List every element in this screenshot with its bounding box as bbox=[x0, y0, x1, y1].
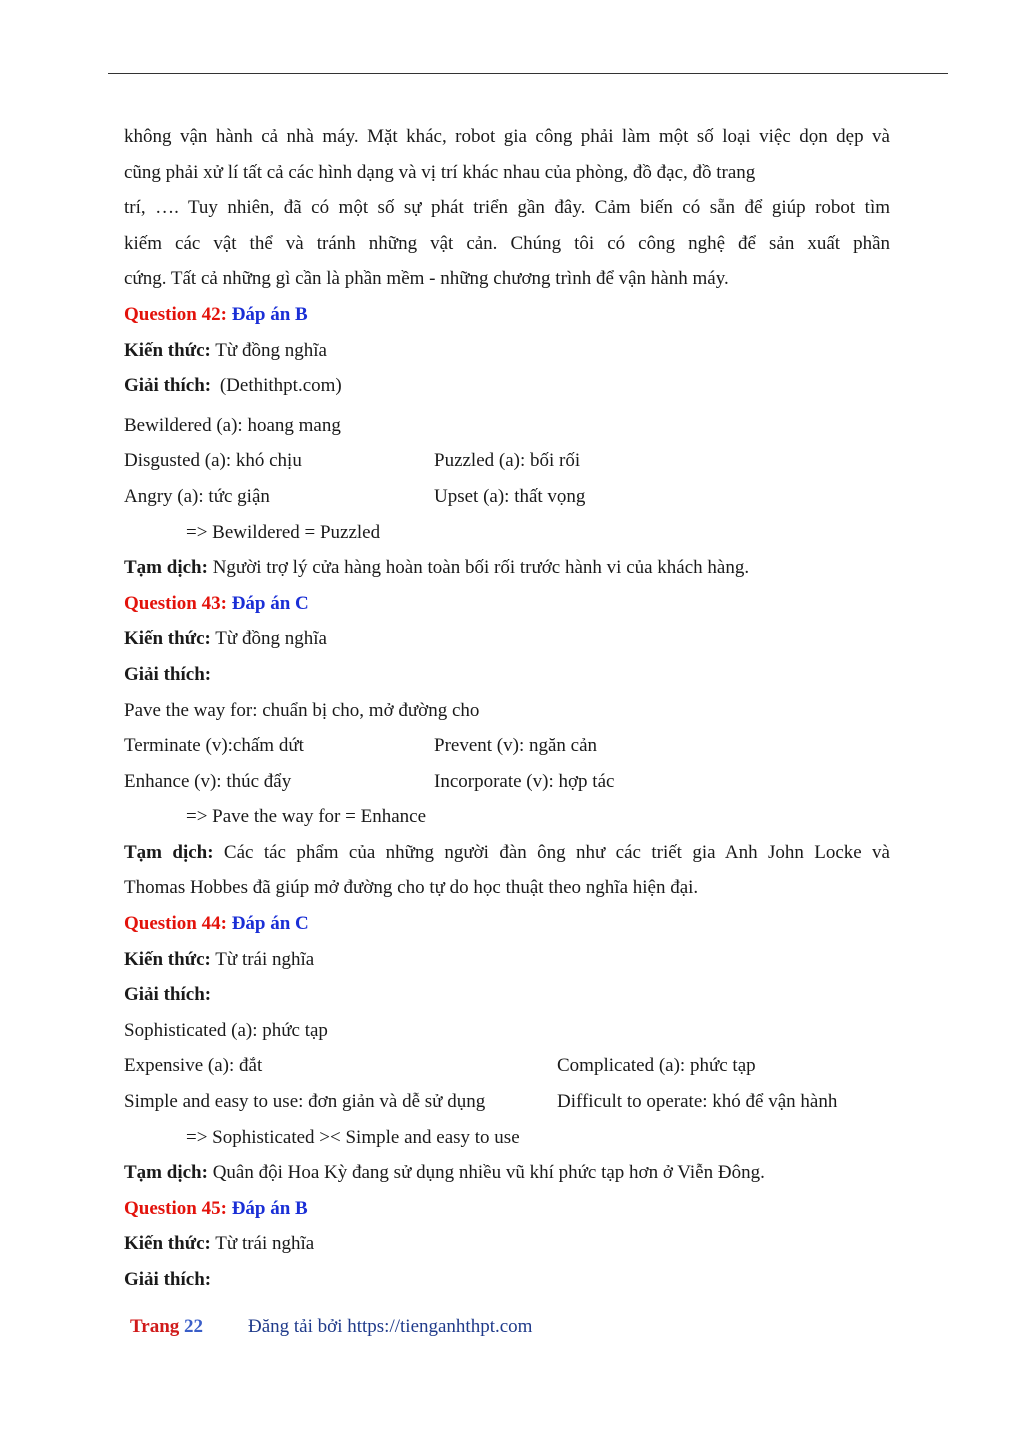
page-footer bbox=[130, 1316, 533, 1338]
intro-line: kiếm các vật thể và tránh những vật cản. Chúng tôi có công nghệ để sản xuất phần bbox=[124, 232, 890, 254]
explanation-label: Giải thích: bbox=[124, 1269, 212, 1290]
option-d: Difficult to operate: khó để vận hành bbox=[557, 1091, 838, 1113]
question-44-heading bbox=[124, 906, 890, 942]
option-b: Complicated (a): phức tạp bbox=[557, 1055, 756, 1077]
conclusion-line: => Pave the way for = Enhance bbox=[186, 806, 427, 828]
question-42-heading bbox=[124, 297, 890, 333]
option-c: Enhance (v): thúc đẩy bbox=[124, 770, 292, 792]
header-rule bbox=[108, 73, 948, 74]
conclusion-line: => Bewildered = Puzzled bbox=[186, 521, 381, 543]
term-line: Bewildered (a): hoang mang bbox=[124, 414, 341, 436]
translation-continuation: Thomas Hobbes đã giúp mở đường cho tự do học thuật theo nghĩa hiện đại. bbox=[124, 877, 699, 899]
answer-key: Đáp án B bbox=[231, 1197, 308, 1219]
option-d: Upset (a): thất vọng bbox=[434, 485, 586, 507]
options-row bbox=[124, 764, 890, 800]
knowledge-value: Từ đồng nghĩa bbox=[215, 628, 327, 650]
option-c: Angry (a): tức giận bbox=[124, 485, 270, 507]
options-row bbox=[124, 443, 890, 479]
translation-label: Tạm dịch: bbox=[124, 557, 208, 579]
conclusion-line: => Sophisticated >< Simple and easy to use bbox=[186, 1126, 520, 1148]
option-b: Prevent (v): ngăn cản bbox=[434, 735, 598, 757]
knowledge-label: Kiến thức: bbox=[124, 339, 211, 361]
question-number: Question 45: bbox=[124, 1197, 227, 1219]
explanation-label: Giải thích: bbox=[124, 663, 212, 685]
translation-line bbox=[124, 550, 890, 586]
knowledge-line bbox=[124, 1226, 890, 1262]
knowledge-line bbox=[124, 942, 890, 978]
translation-text: Các tác phẩm của những người đàn ông như các triết gia Anh John Locke và bbox=[223, 841, 890, 863]
question-43-heading bbox=[124, 586, 890, 622]
option-b: Puzzled (a): bối rối bbox=[434, 450, 581, 472]
explanation-line bbox=[124, 657, 890, 693]
options-row bbox=[124, 728, 890, 764]
option-a: Terminate (v):chấm dứt bbox=[124, 735, 304, 757]
translation-text: Quân đội Hoa Kỳ đang sử dụng nhiều vũ khí phức tạp hơn ở Viễn Đông. bbox=[212, 1162, 765, 1184]
knowledge-value: Từ trái nghĩa bbox=[215, 948, 315, 970]
answer-key: Đáp án C bbox=[231, 592, 309, 614]
option-c: Simple and easy to use: đơn giản và dễ sử dụng bbox=[124, 1091, 486, 1113]
term-line: Pave the way for: chuẩn bị cho, mở đường cho bbox=[124, 699, 480, 721]
translation-label: Tạm dịch: bbox=[124, 1162, 208, 1184]
option-d: Incorporate (v): hợp tác bbox=[434, 770, 615, 792]
knowledge-line bbox=[124, 333, 890, 369]
explanation-label: Giải thích: bbox=[124, 984, 212, 1006]
translation-text: Người trợ lý cửa hàng hoàn toàn bối rối trước hành vi của khách hàng. bbox=[212, 557, 750, 579]
explanation-line bbox=[124, 368, 890, 404]
question-number: Question 44: bbox=[124, 913, 227, 935]
intro-line: cứng. Tất cả những gì cần là phần mềm - những chương trình để vận hành máy. bbox=[124, 268, 729, 290]
term-line: Sophisticated (a): phức tạp bbox=[124, 1019, 328, 1041]
option-a: Disgusted (a): khó chịu bbox=[124, 450, 302, 472]
explanation-line bbox=[124, 977, 890, 1013]
explanation-label: Giải thích: bbox=[124, 375, 212, 397]
intro-line: cũng phải xử lí tất cả các hình dạng và vị trí khác nhau của phòng, đồ đạc, đồ trang bbox=[124, 161, 756, 183]
intro-line: không vận hành cả nhà máy. Mặt khác, robot gia công phải làm một số loại việc dọn dẹp và bbox=[124, 126, 890, 147]
options-row bbox=[124, 1084, 890, 1120]
options-row bbox=[124, 1048, 890, 1084]
page-number: 22 bbox=[184, 1316, 204, 1337]
question-number: Question 42: bbox=[124, 303, 227, 325]
question-number: Question 43: bbox=[124, 592, 227, 614]
explanation-line bbox=[124, 1262, 890, 1298]
answer-key: Đáp án C bbox=[231, 913, 309, 935]
page-label: Trang bbox=[130, 1316, 180, 1337]
knowledge-label: Kiến thức: bbox=[124, 948, 211, 970]
intro-line: trí, …. Tuy nhiên, đã có một số sự phát triển gần đây. Cảm biến có sẵn để giúp robot tìm bbox=[124, 197, 890, 219]
answer-key: Đáp án B bbox=[231, 303, 308, 325]
knowledge-value: Từ trái nghĩa bbox=[215, 1233, 315, 1255]
knowledge-label: Kiến thức: bbox=[124, 1233, 211, 1255]
knowledge-line bbox=[124, 621, 890, 657]
translation-line bbox=[124, 1155, 890, 1191]
question-45-heading bbox=[124, 1191, 890, 1227]
uploaded-by-link[interactable]: Đăng tải bởi https://tienganhthpt.com bbox=[248, 1316, 533, 1337]
knowledge-label: Kiến thức: bbox=[124, 628, 211, 650]
options-row bbox=[124, 479, 890, 515]
knowledge-value: Từ đồng nghĩa bbox=[215, 339, 327, 361]
translation-line bbox=[124, 835, 890, 871]
explanation-note: (Dethithpt.com) bbox=[219, 375, 342, 397]
page-content bbox=[124, 119, 890, 1298]
option-a: Expensive (a): đắt bbox=[124, 1055, 263, 1077]
translation-label: Tạm dịch: bbox=[124, 841, 214, 863]
